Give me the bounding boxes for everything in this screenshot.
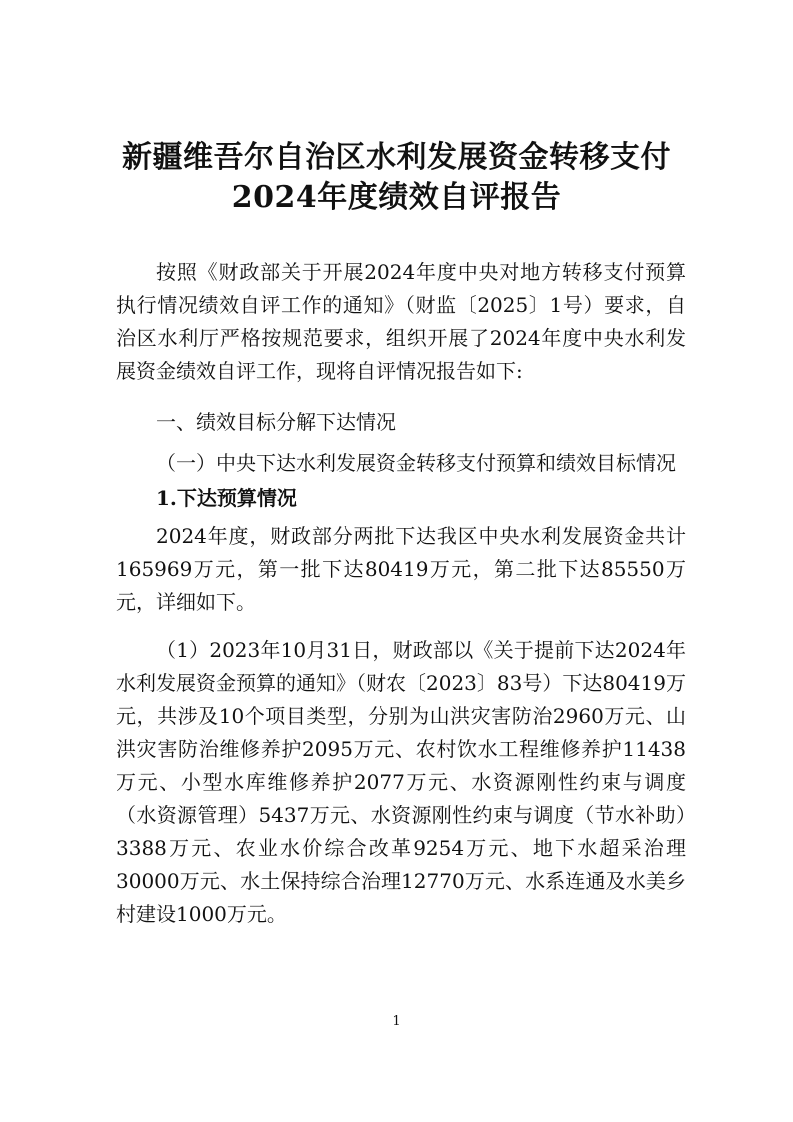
subsection-heading: （一）中央下达水利发展资金转移支付预算和绩效目标情况 [156,451,676,475]
document-title-line-1: 新疆维吾尔自治区水利发展资金转移支付 [122,140,671,175]
intro-paragraph: 按照《财政部关于开展2024年度中央对地方转移支付预算执行情况绩效自评工作的通知》（财监〔2025〕1号）要求，自治区水利厅严格按规范要求，组织开展了2024年度中央水利发展资金绩效自评工作，现将自评情况报告如下: [116,260,686,383]
detail-paragraph: （1）2023年10月31日，财政部以《关于提前下达2024年水利发展资金预算的通知》（财农〔2023〕83号）下达80419万元，共涉及10个项目类型，分别为山洪灾害防治2960万元、山洪灾害防治维修养护2095万元、农村饮水工程维修养护11438万元、小型水库维修养护2077万元、水资源刚性约束与调度（水资源管理）5437万元、水资源刚性约束与调度（节水补助）3388万元、农业水价综合改革9254万元、地下水超采治理30000万元、水土保持综合治理12770万元、水系连通及水美乡村建设1000万元。 [116,638,686,926]
section-heading-1: 一、绩效目标分解下达情况 [156,410,396,434]
budget-paragraph: 2024年度，财政部分两批下达我区中央水利发展资金共计165969万元，第一批下达80419万元，第二批下达85550万元，详细如下。 [116,524,686,614]
document-title-line-2: 2024年度绩效自评报告 [231,180,562,215]
page-number: 1 [392,1014,401,1029]
item-heading: 1.下达预算情况 [156,486,297,510]
